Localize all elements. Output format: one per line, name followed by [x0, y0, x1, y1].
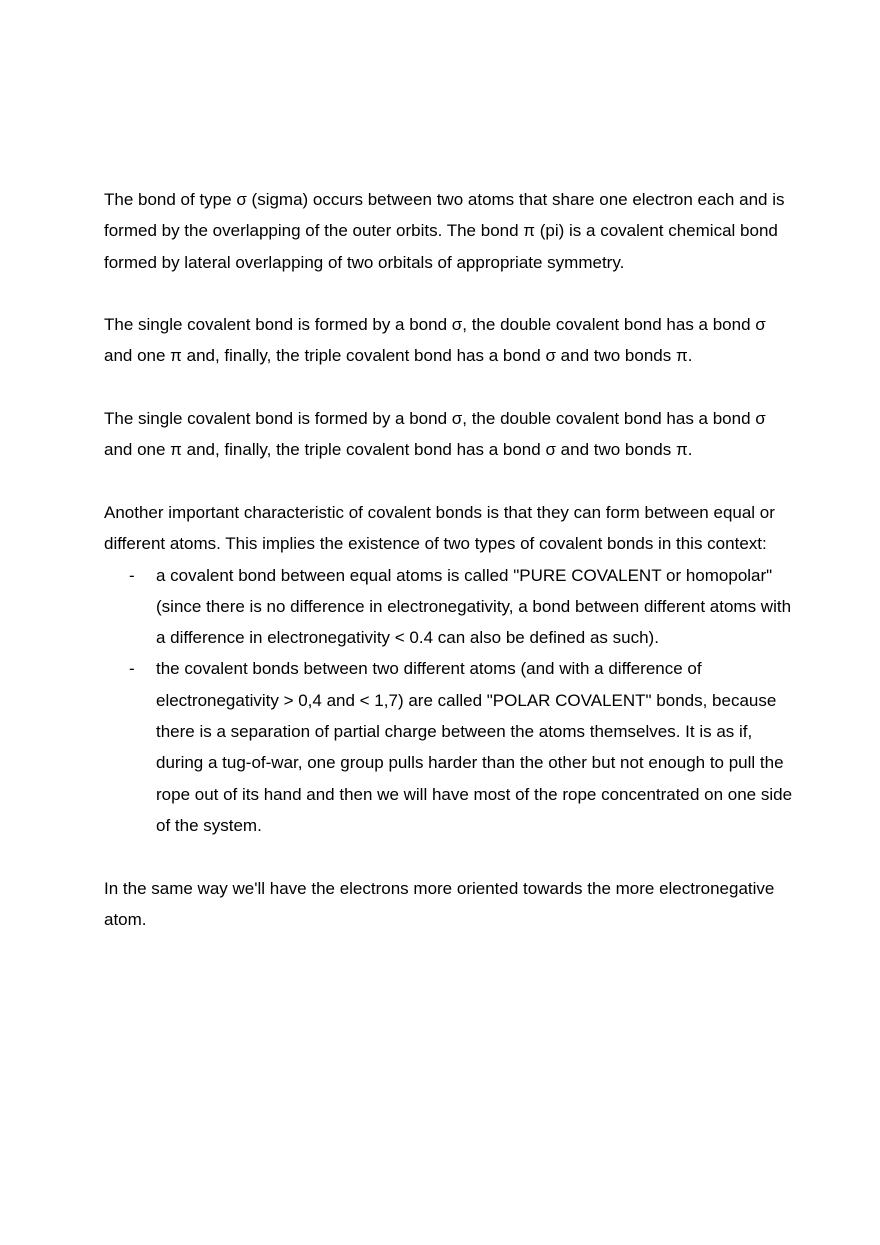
covalent-types-list — [104, 560, 794, 842]
paragraph-electronegative-orientation: In the same way we'll have the electrons more oriented towards the more electronegative atom. — [104, 878, 775, 929]
paragraph-spacer — [104, 278, 794, 309]
paragraph-spacer — [104, 372, 794, 403]
paragraph-bond-multiplicity-repeat: The single covalent bond is formed by a bond σ, the double covalent bond has a bond σ and one π and, finally, the triple covalent bond has a bond σ and two bonds π. — [104, 409, 766, 460]
paragraph-covalent-types-intro: Another important characteristic of covalent bonds is that they can form between equal or different atoms. This implies the existence of two types of covalent bonds in this context: — [104, 502, 775, 554]
paragraph-spacer — [104, 841, 794, 872]
paragraph-spacer — [104, 466, 794, 497]
list-item-text: a covalent bond between equal atoms is called "PURE COVALENT or homopolar" (since there is no difference in electronegativity, a bond between different atoms with a difference in electronegativity < 0.4 can also be defined as such). — [156, 565, 792, 648]
list-item-polar-covalent — [104, 653, 794, 841]
list-dash-marker: - — [129, 659, 135, 679]
paragraph-sigma-pi-definition: The bond of type σ (sigma) occurs between two atoms that share one electron each and is formed by the overlapping of the outer orbits. The bond π (pi) is a covalent chemical bond formed by lateral overlapping of two orbitals of appropriate symmetry. — [104, 190, 785, 272]
document-body — [104, 184, 794, 935]
list-item-pure-covalent — [104, 560, 794, 654]
list-dash-marker: - — [129, 565, 135, 585]
list-item-text: the covalent bonds between two different atoms (and with a difference of electronegativity > 0,4 and < 1,7) are called "POLAR COVALENT" bonds, because there is a separation of partial charge between the atoms themselves. It is as if, during a tug-of-war, one group pulls harder than the other but not enough to pull the rope out of its hand and then we will have most of the rope concentrated on one side of the system. — [156, 659, 793, 835]
paragraph-bond-multiplicity: The single covalent bond is formed by a bond σ, the double covalent bond has a bond σ and one π and, finally, the triple covalent bond has a bond σ and two bonds π. — [104, 315, 766, 366]
